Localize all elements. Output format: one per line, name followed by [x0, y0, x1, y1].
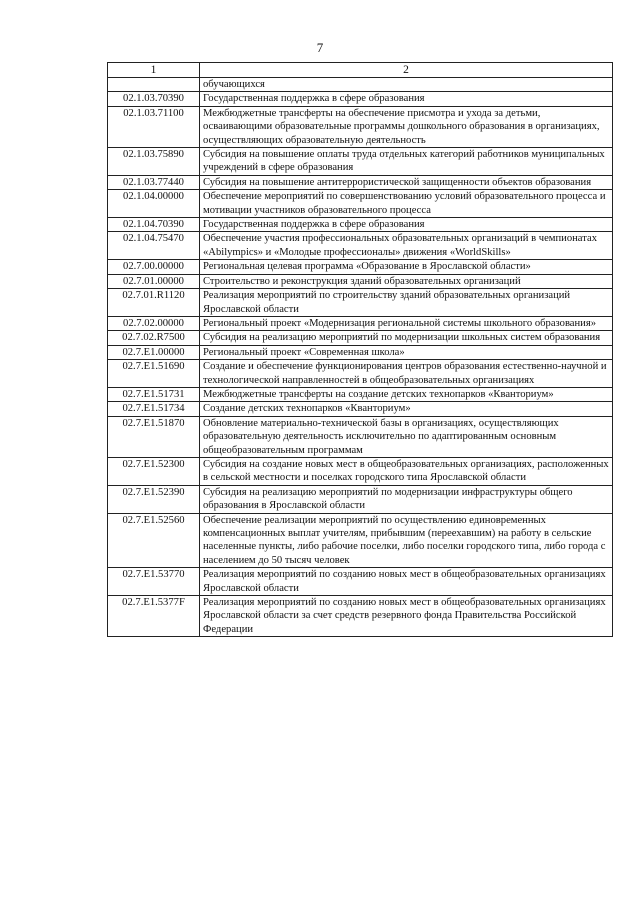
row-code: 02.7.00.00000 [108, 260, 200, 274]
row-description: Региональный проект «Современная школа» [200, 345, 613, 359]
table-row [108, 260, 613, 274]
table-body [108, 78, 613, 637]
table-row [108, 360, 613, 388]
table-header-row [108, 63, 613, 78]
row-description: Региональная целевая программа «Образование в Ярославской области» [200, 260, 613, 274]
row-code: 02.7.E1.52300 [108, 457, 200, 485]
row-code: 02.7.E1.51734 [108, 402, 200, 416]
row-description: Государственная поддержка в сфере образования [200, 218, 613, 232]
row-code: 02.7.E1.51870 [108, 416, 200, 457]
row-code: 02.7.E1.00000 [108, 345, 200, 359]
table-row [108, 289, 613, 317]
row-code [108, 78, 200, 92]
table-row [108, 457, 613, 485]
table-row [108, 218, 613, 232]
row-code: 02.7.01.R1120 [108, 289, 200, 317]
table-row [108, 106, 613, 147]
row-code: 02.7.E1.51690 [108, 360, 200, 388]
row-description: Реализация мероприятий по строительству зданий образовательных организаций Ярославской области [200, 289, 613, 317]
row-description: Обеспечение участия профессиональных образовательных организаций в чемпионатах «Abilympics» и «Молодые профессионалы» движения «WorldSkills» [200, 232, 613, 260]
row-description: Субсидия на создание новых мест в общеобразовательных организациях, расположенных в сельской местности и поселках городского типа Ярославской области [200, 457, 613, 485]
column-header-code: 1 [108, 63, 200, 78]
row-code: 02.7.02.R7500 [108, 331, 200, 345]
row-code: 02.1.04.70390 [108, 218, 200, 232]
table-row [108, 148, 613, 176]
table-row [108, 274, 613, 288]
row-description: Создание детских технопарков «Кванториум» [200, 402, 613, 416]
row-description: Обеспечение мероприятий по совершенствованию условий образовательного процесса и мотивации участников образовательного процесса [200, 190, 613, 218]
table-row [108, 513, 613, 568]
row-description: Межбюджетные трансферты на обеспечение присмотра и ухода за детьми, осваивающими образовательные программы дошкольного образования в организациях, осуществляющих образовательную деятельность [200, 106, 613, 147]
row-description: Субсидия на повышение антитеррористической защищенности объектов образования [200, 175, 613, 189]
table-row [108, 232, 613, 260]
row-description: Реализация мероприятий по созданию новых мест в общеобразовательных организациях Ярославской области за счет средств резервного фонда Правительства Российской Федерации [200, 596, 613, 637]
row-description: Субсидия на реализацию мероприятий по модернизации школьных систем образования [200, 331, 613, 345]
row-code: 02.1.03.75890 [108, 148, 200, 176]
row-description: Субсидия на реализацию мероприятий по модернизации инфраструктуры общего образования в Ярославской области [200, 485, 613, 513]
row-code: 02.7.E1.51731 [108, 387, 200, 401]
table-row [108, 402, 613, 416]
table-row [108, 485, 613, 513]
budget-code-table [107, 62, 613, 637]
row-description: Межбюджетные трансферты на создание детских технопарков «Кванториум» [200, 387, 613, 401]
row-code: 02.1.03.70390 [108, 92, 200, 106]
row-code: 02.7.E1.5377F [108, 596, 200, 637]
table-row [108, 416, 613, 457]
row-code: 02.1.03.77440 [108, 175, 200, 189]
column-header-description: 2 [200, 63, 613, 78]
row-description: Государственная поддержка в сфере образования [200, 92, 613, 106]
table-row [108, 331, 613, 345]
table-row [108, 596, 613, 637]
table-row [108, 175, 613, 189]
table-row [108, 345, 613, 359]
row-description: Реализация мероприятий по созданию новых мест в общеобразовательных организациях Ярославской области [200, 568, 613, 596]
row-description: Создание и обеспечение функционирования центров образования естественно-научной и технологической направленностей в общеобразовательных организациях [200, 360, 613, 388]
row-code: 02.1.04.75470 [108, 232, 200, 260]
row-description: Региональный проект «Модернизация региональной системы школьного образования» [200, 316, 613, 330]
row-code: 02.7.E1.52390 [108, 485, 200, 513]
row-description: обучающихся [200, 78, 613, 92]
table-row [108, 190, 613, 218]
row-description: Строительство и реконструкция зданий образовательных организаций [200, 274, 613, 288]
table-row [108, 568, 613, 596]
row-description: Обеспечение реализации мероприятий по осуществлению единовременных компенсационных выплат учителям, прибывшим (переехавшим) на работу в сельские населенные пункты, либо рабочие поселки, либо поселки городского типа, либо города с населением до 50 тысяч человек [200, 513, 613, 568]
table-row [108, 316, 613, 330]
row-code: 02.7.02.00000 [108, 316, 200, 330]
row-code: 02.1.04.00000 [108, 190, 200, 218]
table-row [108, 78, 613, 92]
table-row [108, 387, 613, 401]
page-number: 7 [316, 40, 324, 55]
row-code: 02.7.E1.52560 [108, 513, 200, 568]
table-row [108, 92, 613, 106]
row-code: 02.7.E1.53770 [108, 568, 200, 596]
row-description: Обновление материально-технической базы в организациях, осуществляющих образовательную деятельность исключительно по адаптированным основным общеобразовательным программам [200, 416, 613, 457]
row-code: 02.7.01.00000 [108, 274, 200, 288]
row-code: 02.1.03.71100 [108, 106, 200, 147]
row-description: Субсидия на повышение оплаты труда отдельных категорий работников муниципальных учреждений в сфере образования [200, 148, 613, 176]
